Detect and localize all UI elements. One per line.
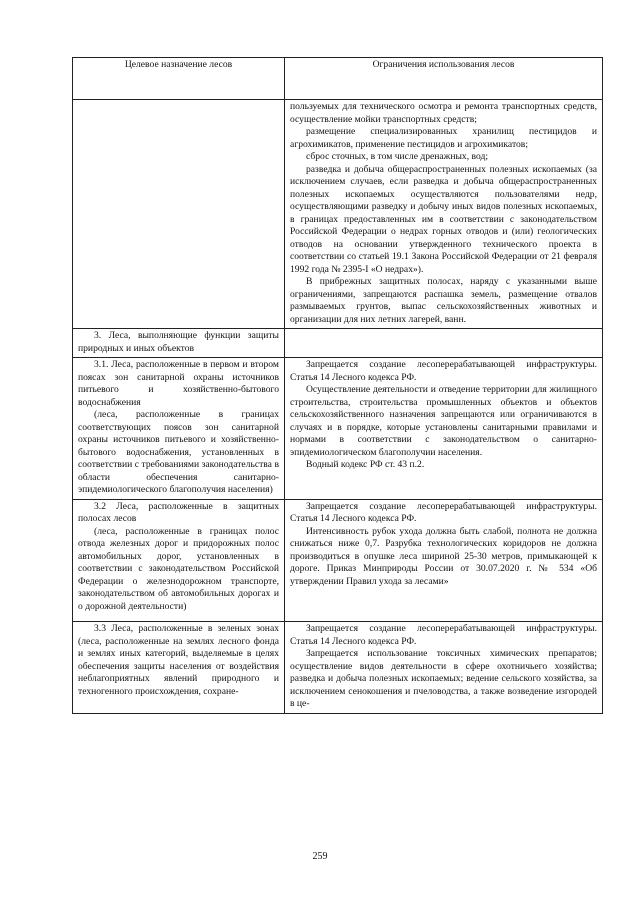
paragraph: размещение специализированных хранилищ пестицидов и агрохимикатов, применение пестицидов и агрохимикатов; xyxy=(290,126,597,150)
paragraph: Интенсивность рубок ухода должна быть слабой, полнота не должна снижаться ниже 0,7. Разрубка технологических коридоров не должна производиться в опушке леса шириной 25-30 метров, примыкающей к дороге. Приказ Минприроды России от 30.07.2020 г. № 534 «Об утверждении Правил ухода за лесами» xyxy=(290,525,597,587)
row3-left-cell xyxy=(73,358,285,500)
header-forest-purpose: Целевое назначение лесов xyxy=(73,58,285,100)
row4-left-cell xyxy=(73,499,285,622)
paragraph: В прибрежных защитных полосах, наряду с указанными выше ограничениями, запрещаются распашка земель, размещение отвалов размываемых грунтов, выпас сельскохозяйственных животных и организации для них летних лагерей, ванн. xyxy=(290,276,597,325)
row2-right-cell xyxy=(285,329,603,358)
paragraph: Запрещается создание лесоперерабатывающей инфраструктуры. Статья 14 Лесного кодекса РФ. xyxy=(290,359,597,383)
paragraph: Запрещается создание лесоперерабатывающей инфраструктуры. Статья 14 Лесного кодекса РФ. xyxy=(290,623,597,647)
row5-right-cell xyxy=(285,622,603,714)
paragraph: Осуществление деятельности и отведение территории для жилищного строительства, строительства промышленных объектов и объектов сельскохозяйственного назначения запрещаются или ограничиваются в случаях и в порядке, которые установлены санитарными правилами и нормами в соответствии с законодательством о санитарно-эпидемиологическом благополучии населения. xyxy=(290,384,597,458)
row1-right-cell xyxy=(285,100,603,329)
page-number: 259 xyxy=(312,851,328,862)
table-row xyxy=(73,329,603,358)
table-row xyxy=(73,499,603,622)
header-usage-restrictions: Ограничения использования лесов xyxy=(285,58,603,100)
row4-right-cell xyxy=(285,499,603,622)
paragraph: разведка и добыча общераспространенных полезных ископаемых (за исключением случаев, если разведка и добыча общераспространенных полезных ископаемых осуществляются пользователями недр, осуществляющими разведку и добычу иных видов полезных ископаемых, в границах предоставленных им в соответствии с законодательством Российской Федерации о недрах горных отводов и (или) геологических отводов на основании утвержденного технического проекта в соответствии со статьей 19.1 Закона Российской Федерации от 21 февраля 1992 года № 2395-I «О недрах»). xyxy=(290,163,597,275)
paragraph: сброс сточных, в том числе дренажных, вод; xyxy=(306,151,489,162)
table-header-row xyxy=(73,58,603,100)
paragraph: пользуемых для технического осмотра и ремонта транспортных средств, осуществление мойки транспортных средств; xyxy=(290,101,597,125)
row5-left-cell xyxy=(73,622,285,714)
row3-right-cell xyxy=(285,358,603,500)
paragraph: 3.1. Леса, расположенные в первом и втором поясах зон санитарной охраны источников питьевого и хозяйственно-бытового водоснабжения xyxy=(78,359,279,408)
paragraph: Запрещается использование токсичных химических препаратов; осуществление видов деятельности в сфере охотничьего хозяйства; разведка и добыча полезных ископаемых; ведение сельского хозяйства, за исключением сенокошения и пчеловодства, а также возведение изгородей в це- xyxy=(290,648,597,709)
forest-restrictions-table xyxy=(72,57,603,714)
section-heading: 3. Леса, выполняющие функции защиты природных и иных объектов xyxy=(78,330,279,354)
row1-left-cell xyxy=(73,100,285,329)
paragraph: (леса, расположенные в границах полос отвода железных дорог и придорожных полос автомобильных дорог, установленных в соответствии с законодательством Российской Федерации о железнодорожном транспорте, законодательством об автомобильных дорогах и о дорожной деятельности) xyxy=(78,525,279,612)
table-row xyxy=(73,622,603,714)
paragraph: (леса, расположенные в границах соответствующих поясов зон санитарной охраны источников питьевого и хозяйственно-бытового водоснабжения, установленных в соответствии с требованиями законодательства в области обеспечения санитарно-эпидемиологического благополучия населения) xyxy=(78,409,279,495)
paragraph: 3.2 Леса, расположенные в защитных полосах лесов xyxy=(78,500,279,524)
row2-left-cell xyxy=(73,329,285,358)
paragraph: 3.3 Леса, расположенные в зеленых зонах (леса, расположенные на землях лесного фонда и землях иных категорий, выделяемые в целях обеспечения защиты населения от воздействия неблагоприятных явлений природного и техногенного происхождения, сохране- xyxy=(78,623,279,697)
table-row xyxy=(73,358,603,500)
table-row xyxy=(73,100,603,329)
paragraph: Водный кодекс РФ ст. 43 п.2. xyxy=(306,459,425,470)
paragraph: Запрещается создание лесоперерабатывающей инфраструктуры. Статья 14 Лесного кодекса РФ. xyxy=(290,500,597,524)
